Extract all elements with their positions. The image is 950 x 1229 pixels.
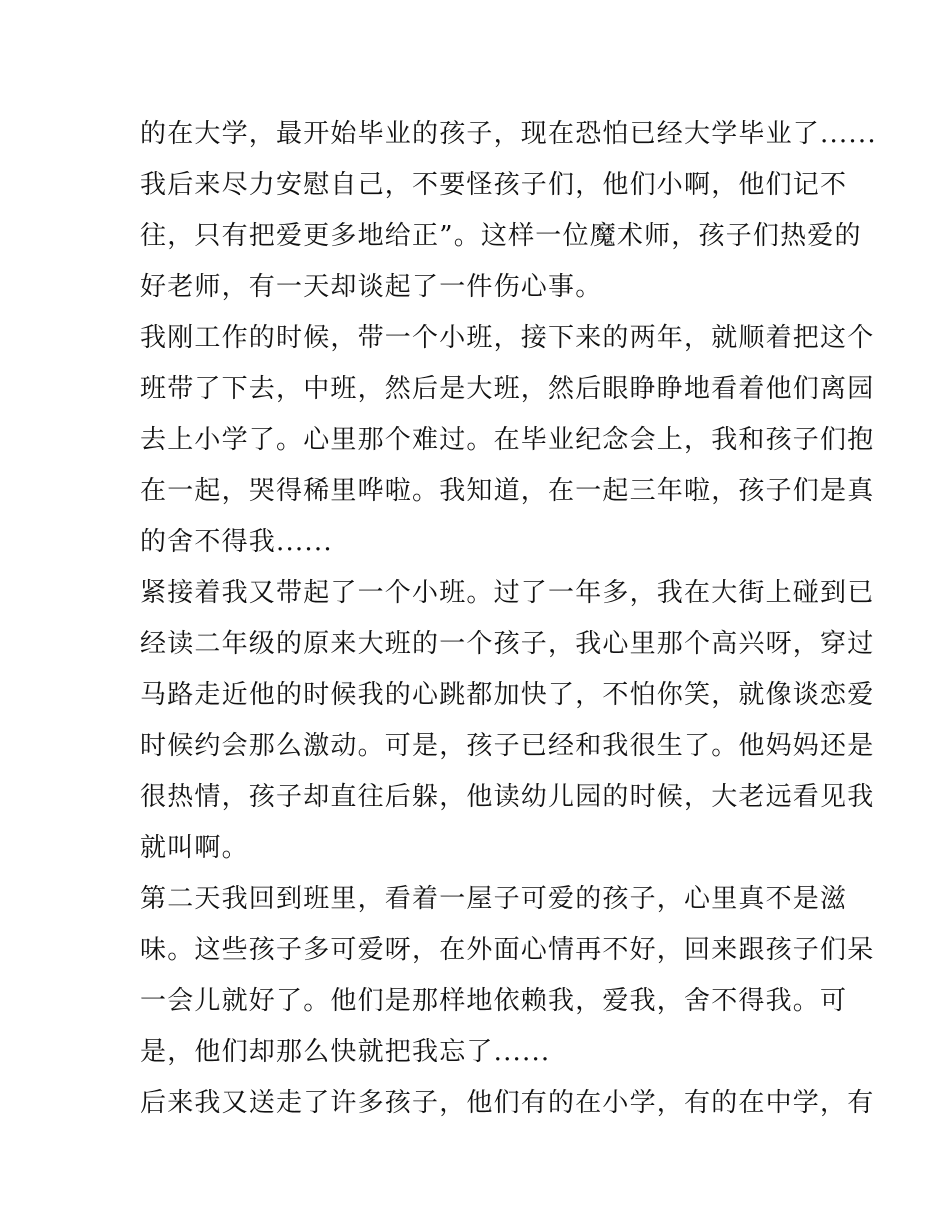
- text-line: 一会儿就好了。他们是那样地依赖我，爱我，舍不得我。可: [140, 986, 848, 1016]
- text-line: 是，他们却那么快就把我忘了......: [140, 1037, 551, 1067]
- text-line: 经读二年级的原来大班的一个孩子，我心里那个高兴呀，穿过: [140, 629, 875, 659]
- body-text: [140, 109, 877, 1129]
- text-line: 在一起，哭得稀里哗啦。我知道，在一起三年啦，孩子们是真: [140, 476, 875, 506]
- text-line: 就叫啊。: [140, 833, 249, 863]
- text-line: 往，只有把爱更多地给正”。这样一位魔术师，孩子们热爱的: [140, 221, 862, 251]
- text-line: 我刚工作的时候，带一个小班，接下来的两年，就顺着把这个: [140, 323, 875, 353]
- text-line: 时候约会那么激动。可是，孩子已经和我很生了。他妈妈还是: [140, 731, 875, 761]
- text-line: 味。这些孩子多可爱呀，在外面心情再不好，回来跟孩子们呆: [140, 935, 875, 965]
- text-line: 好老师，有一天却谈起了一件伤心事。: [140, 272, 603, 302]
- text-line: 的舍不得我......: [140, 527, 333, 557]
- text-line: 的在大学，最开始毕业的孩子，现在恐怕已经大学毕业了......: [140, 119, 877, 149]
- text-line: 班带了下去，中班，然后是大班，然后眼睁睁地看着他们离园: [140, 374, 875, 404]
- text-line: 后来我又送走了许多孩子，他们有的在小学，有的在中学，有: [140, 1088, 875, 1118]
- text-line: 紧接着我又带起了一个小班。过了一年多，我在大街上碰到已: [140, 578, 875, 608]
- text-line: 马路走近他的时候我的心跳都加快了，不怕你笑，就像谈恋爱: [140, 680, 875, 710]
- text-line: 很热情，孩子却直往后躲，他读幼儿园的时候，大老远看见我: [140, 782, 875, 812]
- text-line: 第二天我回到班里，看着一屋子可爱的孩子，心里真不是滋: [140, 884, 848, 914]
- text-line: 我后来尽力安慰自己，不要怪孩子们，他们小啊，他们记不: [140, 170, 848, 200]
- text-line: 去上小学了。心里那个难过。在毕业纪念会上，我和孩子们抱: [140, 425, 875, 455]
